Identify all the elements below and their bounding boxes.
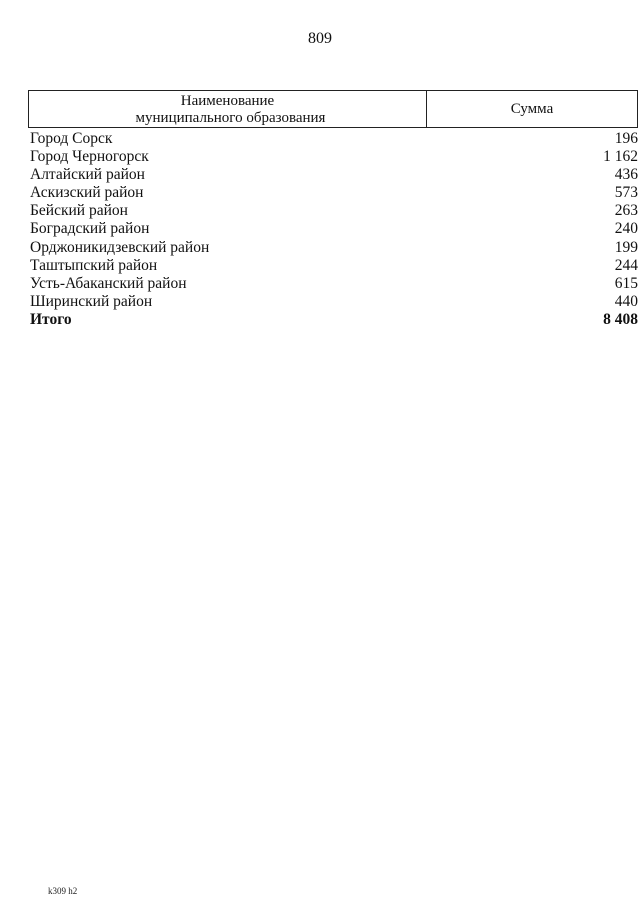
table-row — [28, 202, 638, 220]
row-name: Город Сорск — [30, 130, 113, 147]
row-name: Бейский район — [30, 202, 128, 220]
row-name: Город Черногорск — [30, 148, 149, 166]
table-row — [28, 257, 638, 275]
header-name-cell — [29, 91, 427, 127]
row-name: Орджоникидзевский район — [30, 238, 210, 256]
table-row — [28, 293, 638, 311]
row-value: 199 — [614, 238, 638, 256]
row-value: 573 — [614, 184, 638, 202]
table-row — [28, 220, 638, 238]
row-name: Таштыпский район — [30, 256, 158, 274]
row-value: 263 — [614, 202, 638, 220]
row-name: Ширинский район — [30, 292, 153, 310]
municipal-sum-table — [28, 90, 638, 329]
row-value: 1 162 — [603, 148, 638, 166]
row-name: Аскизский район — [30, 184, 144, 202]
table-row — [28, 166, 638, 184]
total-row — [28, 311, 638, 329]
row-value: 615 — [614, 274, 638, 292]
footer-code: k309 h2 — [48, 886, 78, 896]
table-row — [28, 130, 638, 148]
row-value: 436 — [614, 166, 638, 184]
header-name-line2: муниципального образования — [135, 109, 326, 126]
table-body — [28, 130, 638, 329]
row-value: 244 — [614, 256, 638, 274]
row-name: Усть-Абаканский район — [30, 274, 187, 292]
row-name: Алтайский район — [30, 166, 145, 184]
page-number: 809 — [308, 30, 332, 47]
row-value: 240 — [614, 220, 638, 238]
row-value: 440 — [614, 292, 638, 310]
header-sum-cell: Сумма — [510, 100, 554, 117]
table-row — [28, 148, 638, 166]
table-row — [28, 239, 638, 257]
row-value: 196 — [614, 130, 638, 147]
table-row — [28, 184, 638, 202]
row-name: Боградский район — [30, 220, 150, 238]
table-row — [28, 275, 638, 293]
total-value: 8 408 — [603, 310, 638, 328]
header-name-line1: Наименование — [180, 92, 275, 109]
total-label: Итого — [30, 310, 72, 328]
table-header — [28, 90, 638, 128]
